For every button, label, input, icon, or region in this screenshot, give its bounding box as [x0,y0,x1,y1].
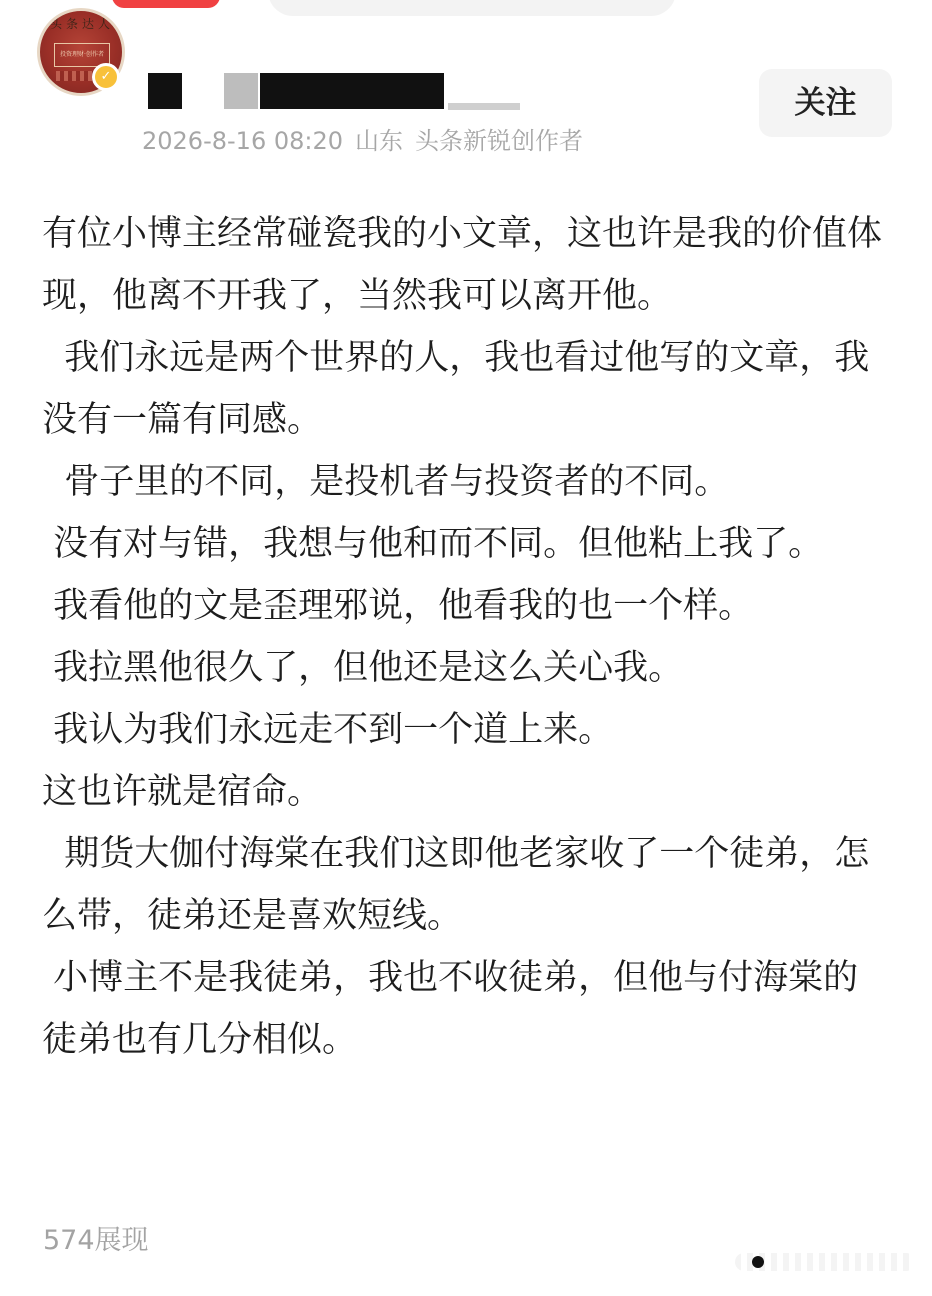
article-paragraph: 我拉黑他很久了，但他还是这么关心我。 [42,648,684,688]
avatar-frame-text: 投资理财·创作者 [54,43,110,67]
article-paragraph: 这也许就是宿命。 [42,772,323,812]
article-paragraph: 期货大伽付海棠在我们这即他老家收了一个徒弟，怎么带，徒弟还是喜欢短线。 [42,834,870,936]
post-date: 2026-8-16 08:20 [142,127,343,155]
verified-badge-icon: ✓ [92,63,120,91]
author-name-redaction [148,73,182,109]
top-red-tag[interactable] [112,0,220,8]
article-body [42,203,892,1071]
author-name-redaction [224,73,258,109]
article-paragraph: 小博主不是我徒弟，我也不收徒弟，但他与付海棠的徒弟也有几分相似。 [42,958,859,1060]
top-app-bar-remnant [0,0,932,18]
avatar-banner-text: 头条达人 [49,17,114,31]
follow-button[interactable]: 关注 [759,69,892,137]
author-name-redaction [448,103,520,110]
post-location: 山东 [355,127,403,155]
post-meta [142,121,595,156]
article-paragraph: 我认为我们永远走不到一个道上来。 [42,710,614,750]
author-title: 头条新锐创作者 [415,127,583,155]
article-paragraph: 有位小博主经常碰瓷我的小文章，这也许是我的价值体现，他离不开我了，当然我可以离开他。 [42,214,883,316]
author-name-redaction [260,73,444,109]
image-indicator-thumb[interactable] [752,1256,764,1268]
view-count: 574展现 [43,1225,149,1256]
article-paragraph: 没有对与错，我想与他和而不同。但他粘上我了。 [42,524,824,564]
article-paragraph: 我看他的文是歪理邪说，他看我的也一个样。 [42,586,754,626]
article-paragraph: 我们永远是两个世界的人，我也看过他写的文章，我没有一篇有同感。 [42,338,870,440]
search-bar[interactable] [268,0,676,16]
article-paragraph: 骨子里的不同，是投机者与投资者的不同。 [42,462,730,502]
